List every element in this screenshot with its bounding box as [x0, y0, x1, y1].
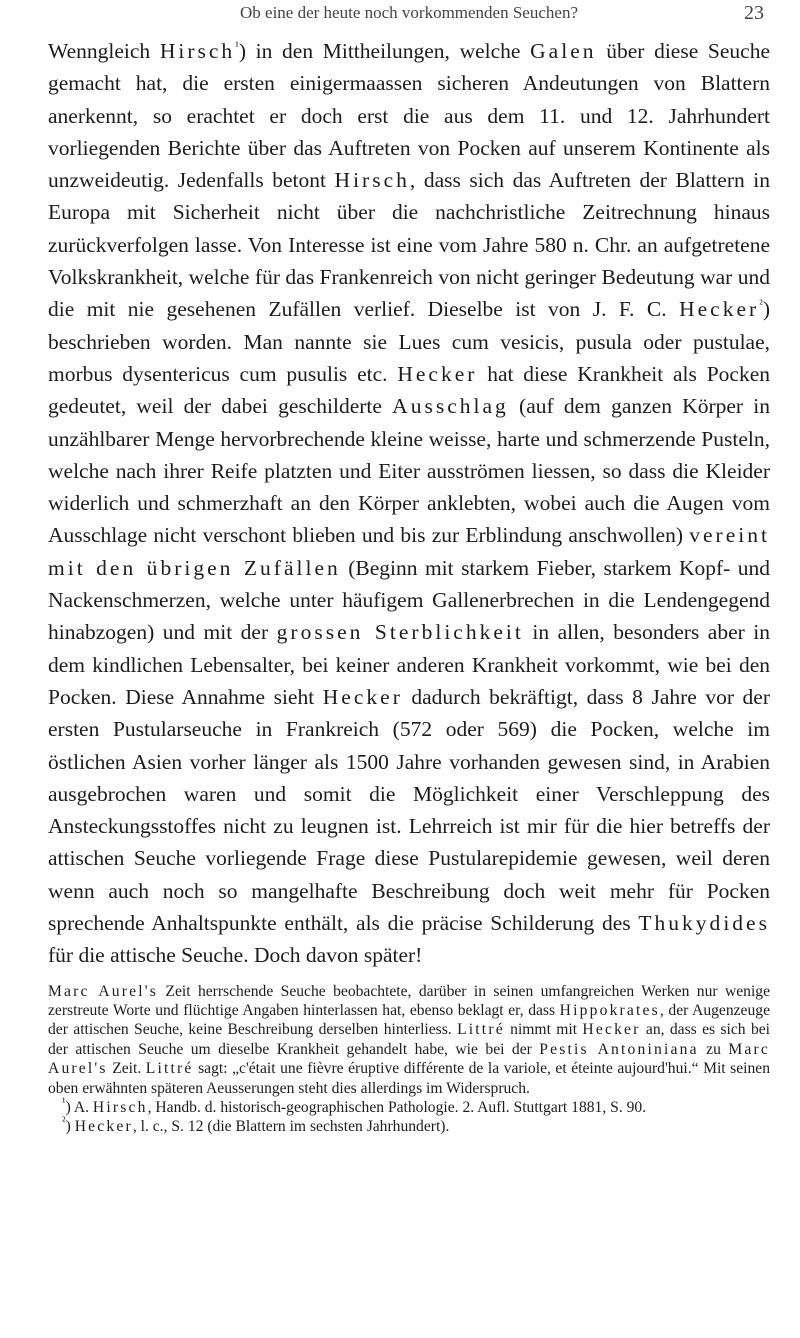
- footnote-1: $^{^1}$) A. Hirsch, Handb. d. historisch-geographischen Pathologie. 2. Aufl. Stuttgart 1881, S. 90.: [62, 1094, 647, 1117]
- emphasis: Ausschlag: [392, 394, 509, 419]
- running-title: Ob eine der heute noch vorkommenden Seuchen?: [240, 3, 578, 22]
- footnote-2: $^{^2}$) Hecker, l. c., S. 12 (die Blattern im sechsten Jahrhundert).: [62, 1114, 450, 1136]
- author-name: Hirsch: [159, 39, 236, 63]
- author-name: Marc Aurel's: [48, 1040, 770, 1078]
- author-name: Marc Aurel's: [48, 982, 159, 1000]
- page-number: 23: [744, 2, 764, 24]
- main-text: [48, 35, 770, 972]
- notes-section: [48, 982, 770, 1137]
- footnote-mark: ²: [62, 1114, 66, 1129]
- footnote-ref: ¹: [235, 38, 239, 53]
- author-name: Hirsch: [92, 1099, 148, 1117]
- emphasis: Pestis Antoniniana: [539, 1040, 699, 1058]
- author-name: Hecker: [74, 1118, 133, 1136]
- main-paragraph: Wenngleich Hirsch$^{^1}$) in den Mittheilungen, welche Galen über diese Seuche gemacht hat, die ersten einigermaassen sicheren Andeutungen von Blattern anerkennt, so erachtet er doch erst die aus dem 11. und 12. Jahrhundert vorliegenden Berichte über das Auftreten von Pocken auf unserem Kontinente als unzweideutig. Jedenfalls betont Hirsch, dass sich das Auftreten der Blattern in Europa mit Sicherheit nicht über die nachchristliche Zeitrechnung hinaus zurückverfolgen lasse. Von Interesse ist eine vom Jahre 580 n. Chr. an aufgetretene Volkskrankheit, welche für das Frankenreich von nicht geringer Bedeutung war und die mit nie gesehenen Zufällen verlief. Dieselbe ist von J. F. C. Hecker$^{^2}$) beschrieben worden. Man nannte sie Lues cum vesicis, pusula oder pustulae, morbus dysentericus cum pusulis etc. Hecker hat diese Krankheit als Pocken gedeutet, weil der dabei geschilderte Ausschlag (auf dem ganzen Körper in unzählbarer Menge hervorbrechende kleine weisse, harte und schmerzende Pusteln, welche nach ihrer Reife platzten und Eiter ausströmen liessen, so dass die Kleider widerlich und schmerzhaft an den Körper anklebten, wobei auch die Augen vom Ausschlage nicht verschont blieben und bis zur Erblindung anschwollen) vereint mit den übrigen Zufällen (Beginn mit starkem Fieber, starkem Kopf- und Nackenschmerzen, welche unter häufigem Gallenerbrechen in die Lendengegend hinabzogen) und mit der grossen Sterblichkeit in allen, besonders aber in dem kindlichen Lebensalter, bei keiner anderen Krankheit vorkommt, wie bei den Pocken. Diese Annahme sieht Hecker dadurch bekräftigt, dass 8 Jahre vor der ersten Pustularseuche in Frankreich (572 oder 569) die Pocken, welche im östlichen Asien vorher länger als 1500 Jahre vorhanden gewesen sind, in Arabien ausgebrochen waren und somit die Möglichkeit einer Verschleppung des Ansteckungsstoffes nicht zu leugnen ist. Lehrreich ist mir für die hier betreffs der attischen Seuche vorliegende Frage diese Pustularepidemie gewesen, weil deren wenn auch noch so mangelhafte Beschreibung doch weit mehr für Pocken sprechende Anhaltspunkte enthält, als die präcise Schilderung des Thukydides für die attische Seuche. Doch davon später!: [48, 38, 770, 968]
- author-name: Hecker: [397, 361, 478, 386]
- author-name: Hirsch: [334, 168, 410, 193]
- author-name: Littré: [145, 1060, 194, 1078]
- author-name: Hecker: [679, 297, 760, 322]
- emphasis: grossen Sterblichkeit: [276, 620, 524, 645]
- author-name: Hecker: [322, 684, 403, 709]
- author-name: Hecker: [582, 1021, 641, 1039]
- page-header: [48, 0, 770, 30]
- author-name: Thukydides: [638, 911, 770, 936]
- author-name: Littré: [457, 1021, 505, 1039]
- emphasis: vereint mit den übrigen Zufällen: [48, 523, 770, 580]
- note-continuation: Marc Aurel's Zeit herrschende Seuche beobachtete, darüber in seinen umfangreichen Werken nur wenige zerstreute Worte und flüchtige Angaben hinterlassen hat, ebenso beklagt er, dass Hippokrates, der Augenzeuge der attischen Seuche, keine Beschreibung derselben hinterliess. Littré nimmt mit Hecker an, dass es sich bei der attischen Seuche um dieselbe Krankheit gehandelt habe, wie bei der Pestis Antoniniana zu Marc Aurel's Zeit. Littré sagt: „c'était une fièvre éruptive différente de la variole, et éteinte aujourd'hui.“ Mit seinen oben erwähnten späteren Aeusserungen steht dies allerdings im Widerspruch.: [48, 982, 771, 1097]
- author-name: Galen: [530, 39, 597, 63]
- footnote-mark: ¹: [62, 1094, 66, 1109]
- author-name: Hippokrates: [559, 1002, 660, 1020]
- footnote-ref: ²: [759, 297, 763, 312]
